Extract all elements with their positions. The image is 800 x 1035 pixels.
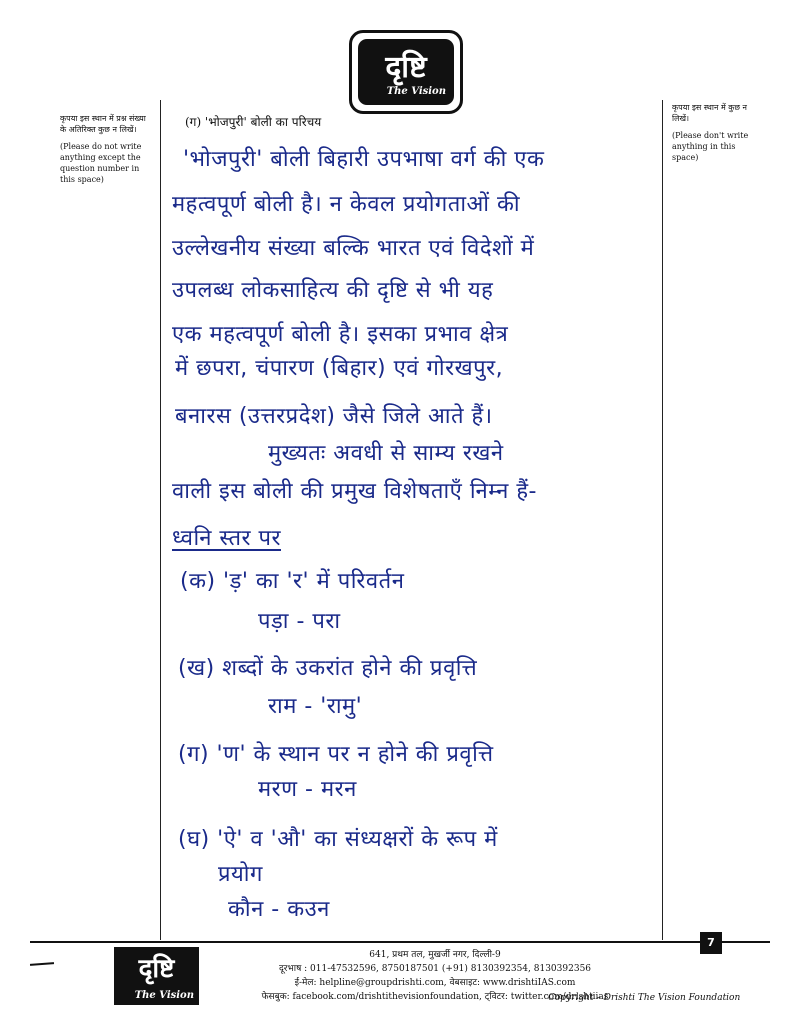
answer-line: प्रयोग [218, 862, 263, 887]
copyright: Copyright – Drishti The Vision Foundation [548, 993, 741, 1003]
answer-line: बनारस (उत्तरप्रदेश) जैसे जिले आते हैं। [175, 404, 493, 429]
answer-line: उल्लेखनीय संख्या बल्कि भारत एवं विदेशों में [172, 236, 535, 261]
answer-line: कौन - कउन [228, 897, 330, 922]
question-title: (ग) 'भोजपुरी' बोली का परिचय [185, 115, 322, 129]
footer-social: फेसबुक: facebook.com/drishtithevisionfoundation, ट्विटर: twitter.com/drishtiias [261, 992, 609, 1002]
answer-line: पड़ा - परा [258, 609, 341, 634]
right-margin-english: (Please don't write anything in this space) [672, 131, 749, 162]
logo-bottom [114, 947, 199, 1005]
answer-line: (ख) शब्दों के उकरांत होने की प्रवृत्ति [178, 656, 478, 681]
logo-bottom-tagline: The Vision [134, 990, 194, 1001]
answer-line: (क) 'ड़' का 'र' में परिवर्तन [180, 569, 405, 594]
answer-line: मरण - मरन [258, 777, 357, 802]
right-margin-hindi: कृपया इस स्थान में कुछ न लिखें। [672, 103, 748, 123]
section-heading: ध्वनि स्तर पर [172, 526, 281, 551]
answer-line: उपलब्ध लोकसाहित्य की दृष्टि से भी यह [172, 278, 494, 303]
footer-rule [30, 941, 770, 943]
left-margin-hindi: कृपया इस स्थान में प्रश्न संख्या के अतिरिक्त कुछ न लिखें। [60, 114, 146, 134]
answer-line: मुख्यतः अवधी से साम्य रखने [268, 441, 504, 466]
answer-line: 'भोजपुरी' बोली बिहारी उपभाषा वर्ग की एक [183, 147, 545, 172]
left-margin-english: (Please do not write anything except the question number in this space) [60, 142, 142, 184]
footer-phones: दूरभाष : 011-47532596, 8750187501 (+91) 8130392354, 8130392356 [278, 964, 592, 974]
left-margin-note [60, 113, 152, 185]
margin-dash [30, 962, 54, 966]
answer-line: एक महत्वपूर्ण बोली है। इसका प्रभाव क्षेत्र [172, 322, 509, 347]
answer-line: राम - 'रामु' [268, 694, 363, 719]
logo-top-name: दृष्टि [385, 50, 427, 85]
answer-line: (ग) 'ण' के स्थान पर न होने की प्रवृत्ति [178, 742, 494, 767]
logo-top-badge [358, 39, 454, 105]
page-number: 7 [700, 932, 722, 954]
footer-address: 641, प्रथम तल, मुखर्जी नगर, दिल्ली-9 [369, 950, 501, 960]
footer-email-web: ई-मेल: helpline@groupdrishti.com, वेबसाइट: www.drishtiIAS.com [294, 978, 576, 988]
answer-line: में छपरा, चंपारण (बिहार) एवं गोरखपुर, [175, 356, 504, 381]
answer-line: (घ) 'ऐ' व 'औ' का संध्यक्षरों के रूप में [178, 827, 498, 852]
right-margin-line [662, 100, 663, 940]
logo-top [349, 30, 463, 114]
answer-line: वाली इस बोली की प्रमुख विशेषताएँ निम्न हैं- [172, 479, 537, 504]
answer-line: महत्वपूर्ण बोली है। न केवल प्रयोगताओं की [172, 192, 521, 217]
logo-top-tagline: The Vision [386, 86, 446, 97]
logo-bottom-name: दृष्टि [138, 954, 175, 984]
left-margin-line [160, 100, 161, 940]
right-margin-note [672, 102, 760, 163]
